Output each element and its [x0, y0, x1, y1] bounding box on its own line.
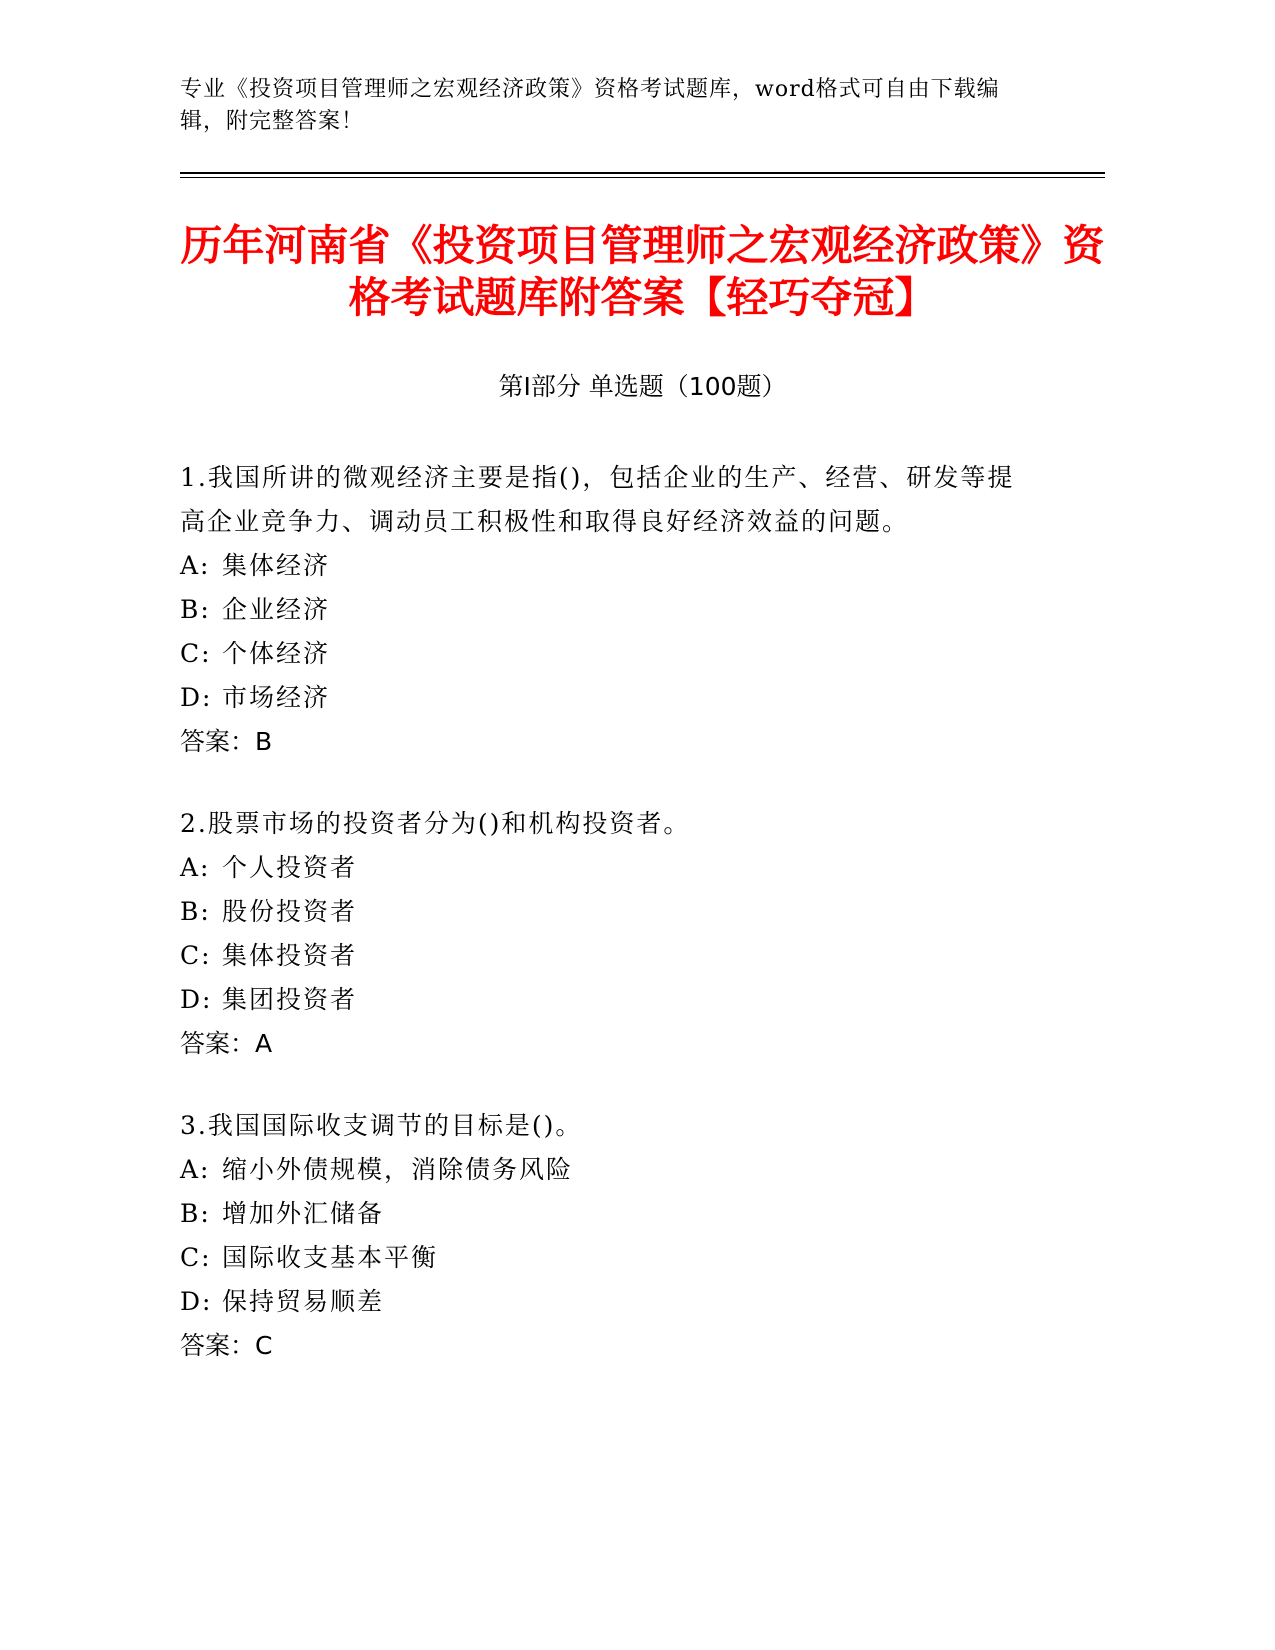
answer-line: [180, 720, 1030, 764]
answer-line: [180, 1324, 1030, 1368]
option-letter: D:: [180, 683, 213, 712]
option-letter: A:: [180, 853, 211, 882]
option-text: 市场经济: [222, 683, 331, 712]
option-text: 股份投资者: [222, 897, 358, 926]
option-text: 个体经济: [222, 639, 331, 668]
answer-value: C: [255, 1331, 273, 1360]
option-b: [180, 588, 1030, 632]
option-letter: C:: [180, 941, 212, 970]
option-c: [180, 934, 1030, 978]
option-letter: B:: [180, 595, 211, 624]
answer-value: A: [255, 1029, 273, 1058]
option-d: [180, 1280, 1030, 1324]
option-letter: B:: [180, 897, 211, 926]
option-letter: D:: [180, 1287, 213, 1316]
option-c: [180, 1236, 1030, 1280]
option-c: [180, 632, 1030, 676]
option-letter: C:: [180, 1243, 212, 1272]
header-divider-thin: [180, 177, 1105, 178]
question-3: [180, 1104, 1030, 1368]
answer-label: 答案：: [180, 1029, 256, 1058]
option-text: 集体投资者: [222, 941, 358, 970]
answer-label: 答案：: [180, 1331, 256, 1360]
option-text: 缩小外债规模，消除债务风险: [222, 1155, 574, 1184]
option-text: 保持贸易顺差: [222, 1287, 385, 1316]
option-d: [180, 978, 1030, 1022]
option-text: 国际收支基本平衡: [222, 1243, 439, 1272]
option-text: 集体经济: [222, 551, 331, 580]
answer-line: [180, 1022, 1030, 1066]
option-letter: A:: [180, 551, 211, 580]
option-a: [180, 846, 1030, 890]
option-text: 增加外汇储备: [222, 1199, 385, 1228]
option-text: 企业经济: [222, 595, 331, 624]
option-d: [180, 676, 1030, 720]
question-list: [180, 456, 1030, 1406]
answer-label: 答案：: [180, 727, 256, 756]
option-text: 集团投资者: [222, 985, 358, 1014]
option-letter: D:: [180, 985, 213, 1014]
document-title: 历年河南省《投资项目管理师之宏观经济政策》资格考试题库附答案【轻巧夺冠】: [180, 221, 1105, 322]
section-heading: 第Ⅰ部分 单选题（100题）: [498, 372, 787, 401]
question-text: 2.股票市场的投资者分为()和机构投资者。: [180, 809, 691, 838]
option-letter: C:: [180, 639, 212, 668]
option-b: [180, 890, 1030, 934]
question-text: 3.我国国际收支调节的目标是()。: [180, 1111, 583, 1140]
option-text: 个人投资者: [222, 853, 358, 882]
option-b: [180, 1192, 1030, 1236]
option-a: [180, 544, 1030, 588]
question-1: [180, 456, 1030, 764]
question-2: [180, 802, 1030, 1066]
option-letter: B:: [180, 1199, 211, 1228]
header-note: 专业《投资项目管理师之宏观经济政策》资格考试题库，word格式可自由下载编辑，附完整答案！: [180, 77, 1000, 134]
answer-value: B: [255, 727, 273, 756]
question-text: 1.我国所讲的微观经济主要是指()，包括企业的生产、经营、研发等提高企业竞争力、调动员工积极性和取得良好经济效益的问题。: [180, 463, 1015, 536]
option-letter: A:: [180, 1155, 211, 1184]
option-a: [180, 1148, 1030, 1192]
header-divider-thick: [180, 172, 1105, 174]
